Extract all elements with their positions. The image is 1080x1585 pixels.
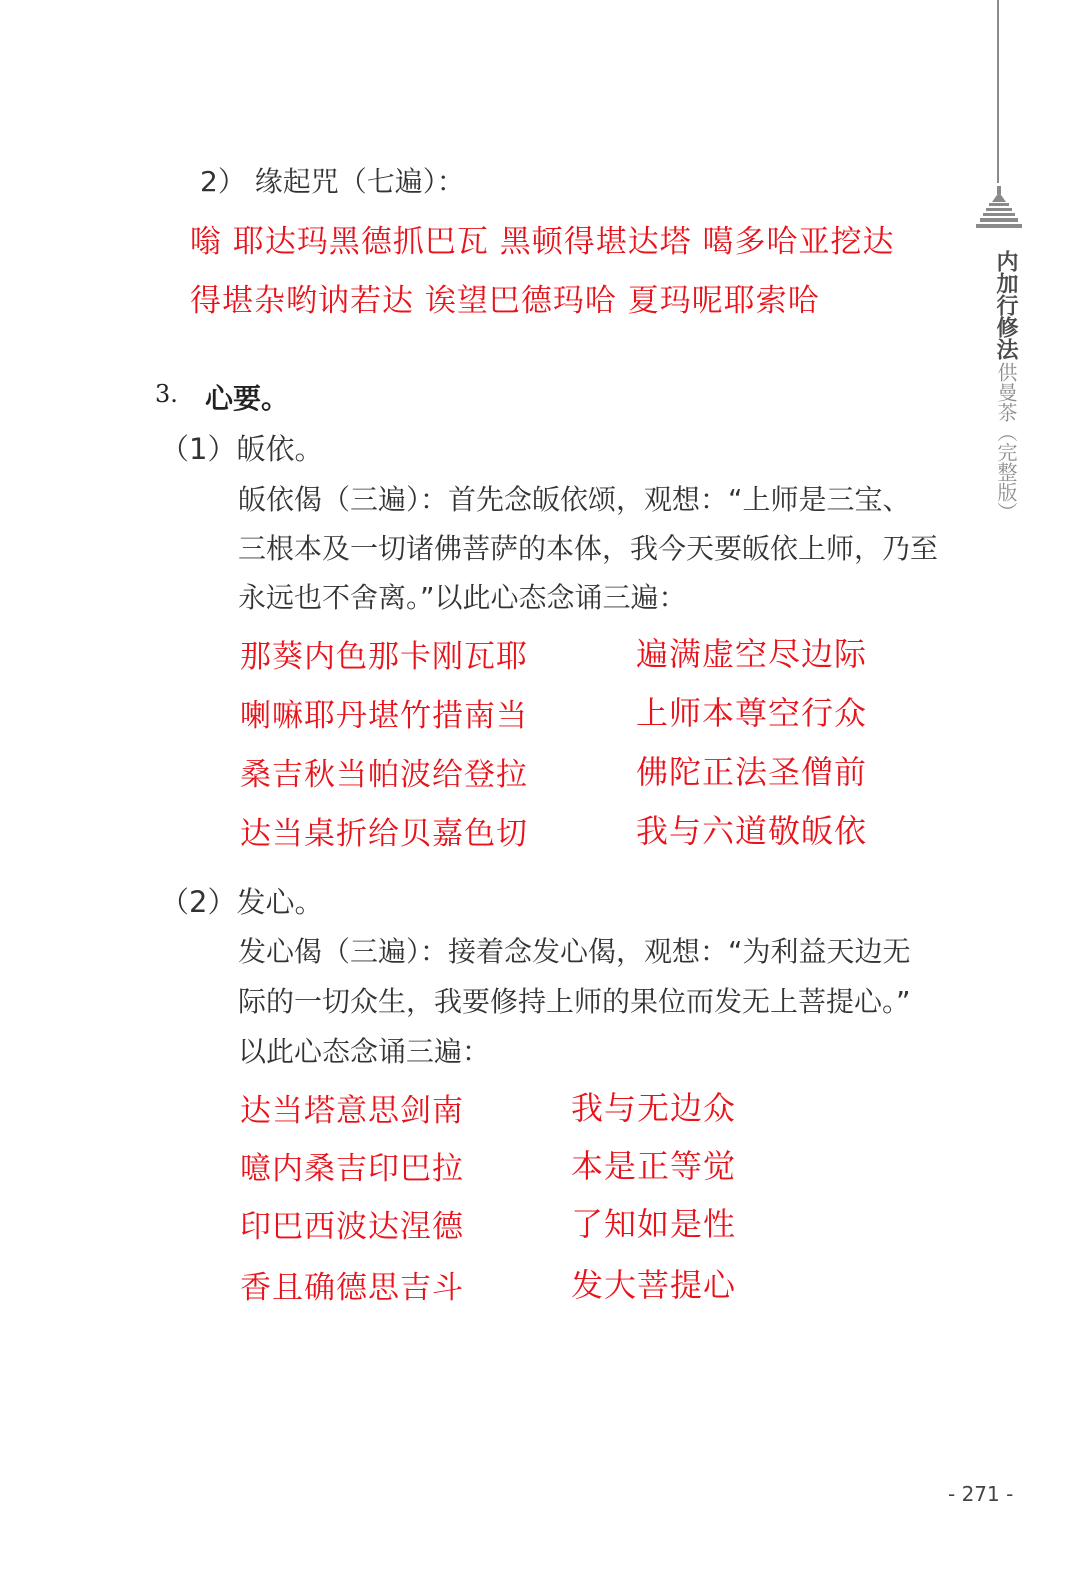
bodhicitta-verse-chinese: 发大菩提心 bbox=[571, 1266, 737, 1304]
refuge-intro-line: 三根本及一切诸佛菩萨的本体，我今天要皈依上师，乃至 bbox=[238, 532, 939, 565]
sidebar-rule bbox=[997, 0, 999, 183]
refuge-verse-tibetan: 桑吉秋当帕波给登拉 bbox=[240, 757, 528, 793]
refuge-verse-chinese: 佛陀正法圣僧前 bbox=[636, 753, 868, 791]
refuge-intro-line: 永远也不舍离。”以此心态念诵三遍： bbox=[238, 581, 687, 614]
section-number: 3. bbox=[155, 380, 178, 408]
bodhicitta-verse-tibetan: 噫内桑吉印巴拉 bbox=[240, 1151, 464, 1187]
refuge-verse-tibetan: 那葵内色那卡刚瓦耶 bbox=[240, 639, 528, 675]
refuge-verse-tibetan: 喇嘛耶丹堪竹措南当 bbox=[240, 698, 528, 734]
item2-mantra-line: 嗡 耶达玛黑德抓巴瓦 黑顿得堪达塔 噶多哈亚挖达 bbox=[190, 224, 895, 260]
sidebar-section-title: 内加行修法 bbox=[993, 250, 1018, 360]
section-title: 心要。 bbox=[205, 382, 290, 415]
refuge-verse-chinese: 我与六道敬皈依 bbox=[636, 812, 868, 850]
bodhicitta-verse-tibetan: 印巴西波达涅德 bbox=[240, 1209, 464, 1245]
bodhicitta-intro-line: 以此心态念诵三遍： bbox=[238, 1035, 491, 1068]
bodhicitta-verse-chinese: 本是正等觉 bbox=[571, 1147, 737, 1185]
refuge-verse-chinese: 遍满虚空尽边际 bbox=[636, 635, 868, 673]
refuge-intro-line: 皈依偈（三遍）：首先念皈依颂，观想：“上师是三宝、 bbox=[238, 483, 911, 516]
refuge-verse-chinese: 上师本尊空行众 bbox=[636, 694, 868, 732]
bodhicitta-heading: （2）发心。 bbox=[160, 885, 324, 919]
item2-heading: 2） 缘起咒（七遍）： bbox=[200, 165, 465, 198]
bodhicitta-verse-tibetan: 香且确德思吉斗 bbox=[240, 1270, 464, 1306]
refuge-verse-tibetan: 达当桌折给贝嘉色切 bbox=[240, 816, 528, 852]
bodhicitta-verse-chinese: 我与无边众 bbox=[571, 1089, 737, 1127]
refuge-heading: （1）皈依。 bbox=[160, 432, 324, 466]
bodhicitta-verse-tibetan: 达当塔意思剑南 bbox=[240, 1093, 464, 1129]
item2-mantra-line: 得堪杂哟讷若达 诶望巴德玛哈 夏玛呢耶索哈 bbox=[190, 283, 820, 319]
bodhicitta-intro-line: 发心偈（三遍）：接着念发心偈，观想：“为利益天边无 bbox=[238, 935, 911, 968]
stupa-icon bbox=[976, 186, 1022, 232]
page-number: - 271 - bbox=[948, 1482, 1014, 1506]
bodhicitta-intro-line: 际的一切众生，我要修持上师的果位而发无上菩提心。” bbox=[238, 985, 911, 1018]
sidebar-subtitle: 供曼茶（完整版） bbox=[994, 362, 1018, 522]
bodhicitta-verse-chinese: 了知如是性 bbox=[571, 1205, 737, 1243]
